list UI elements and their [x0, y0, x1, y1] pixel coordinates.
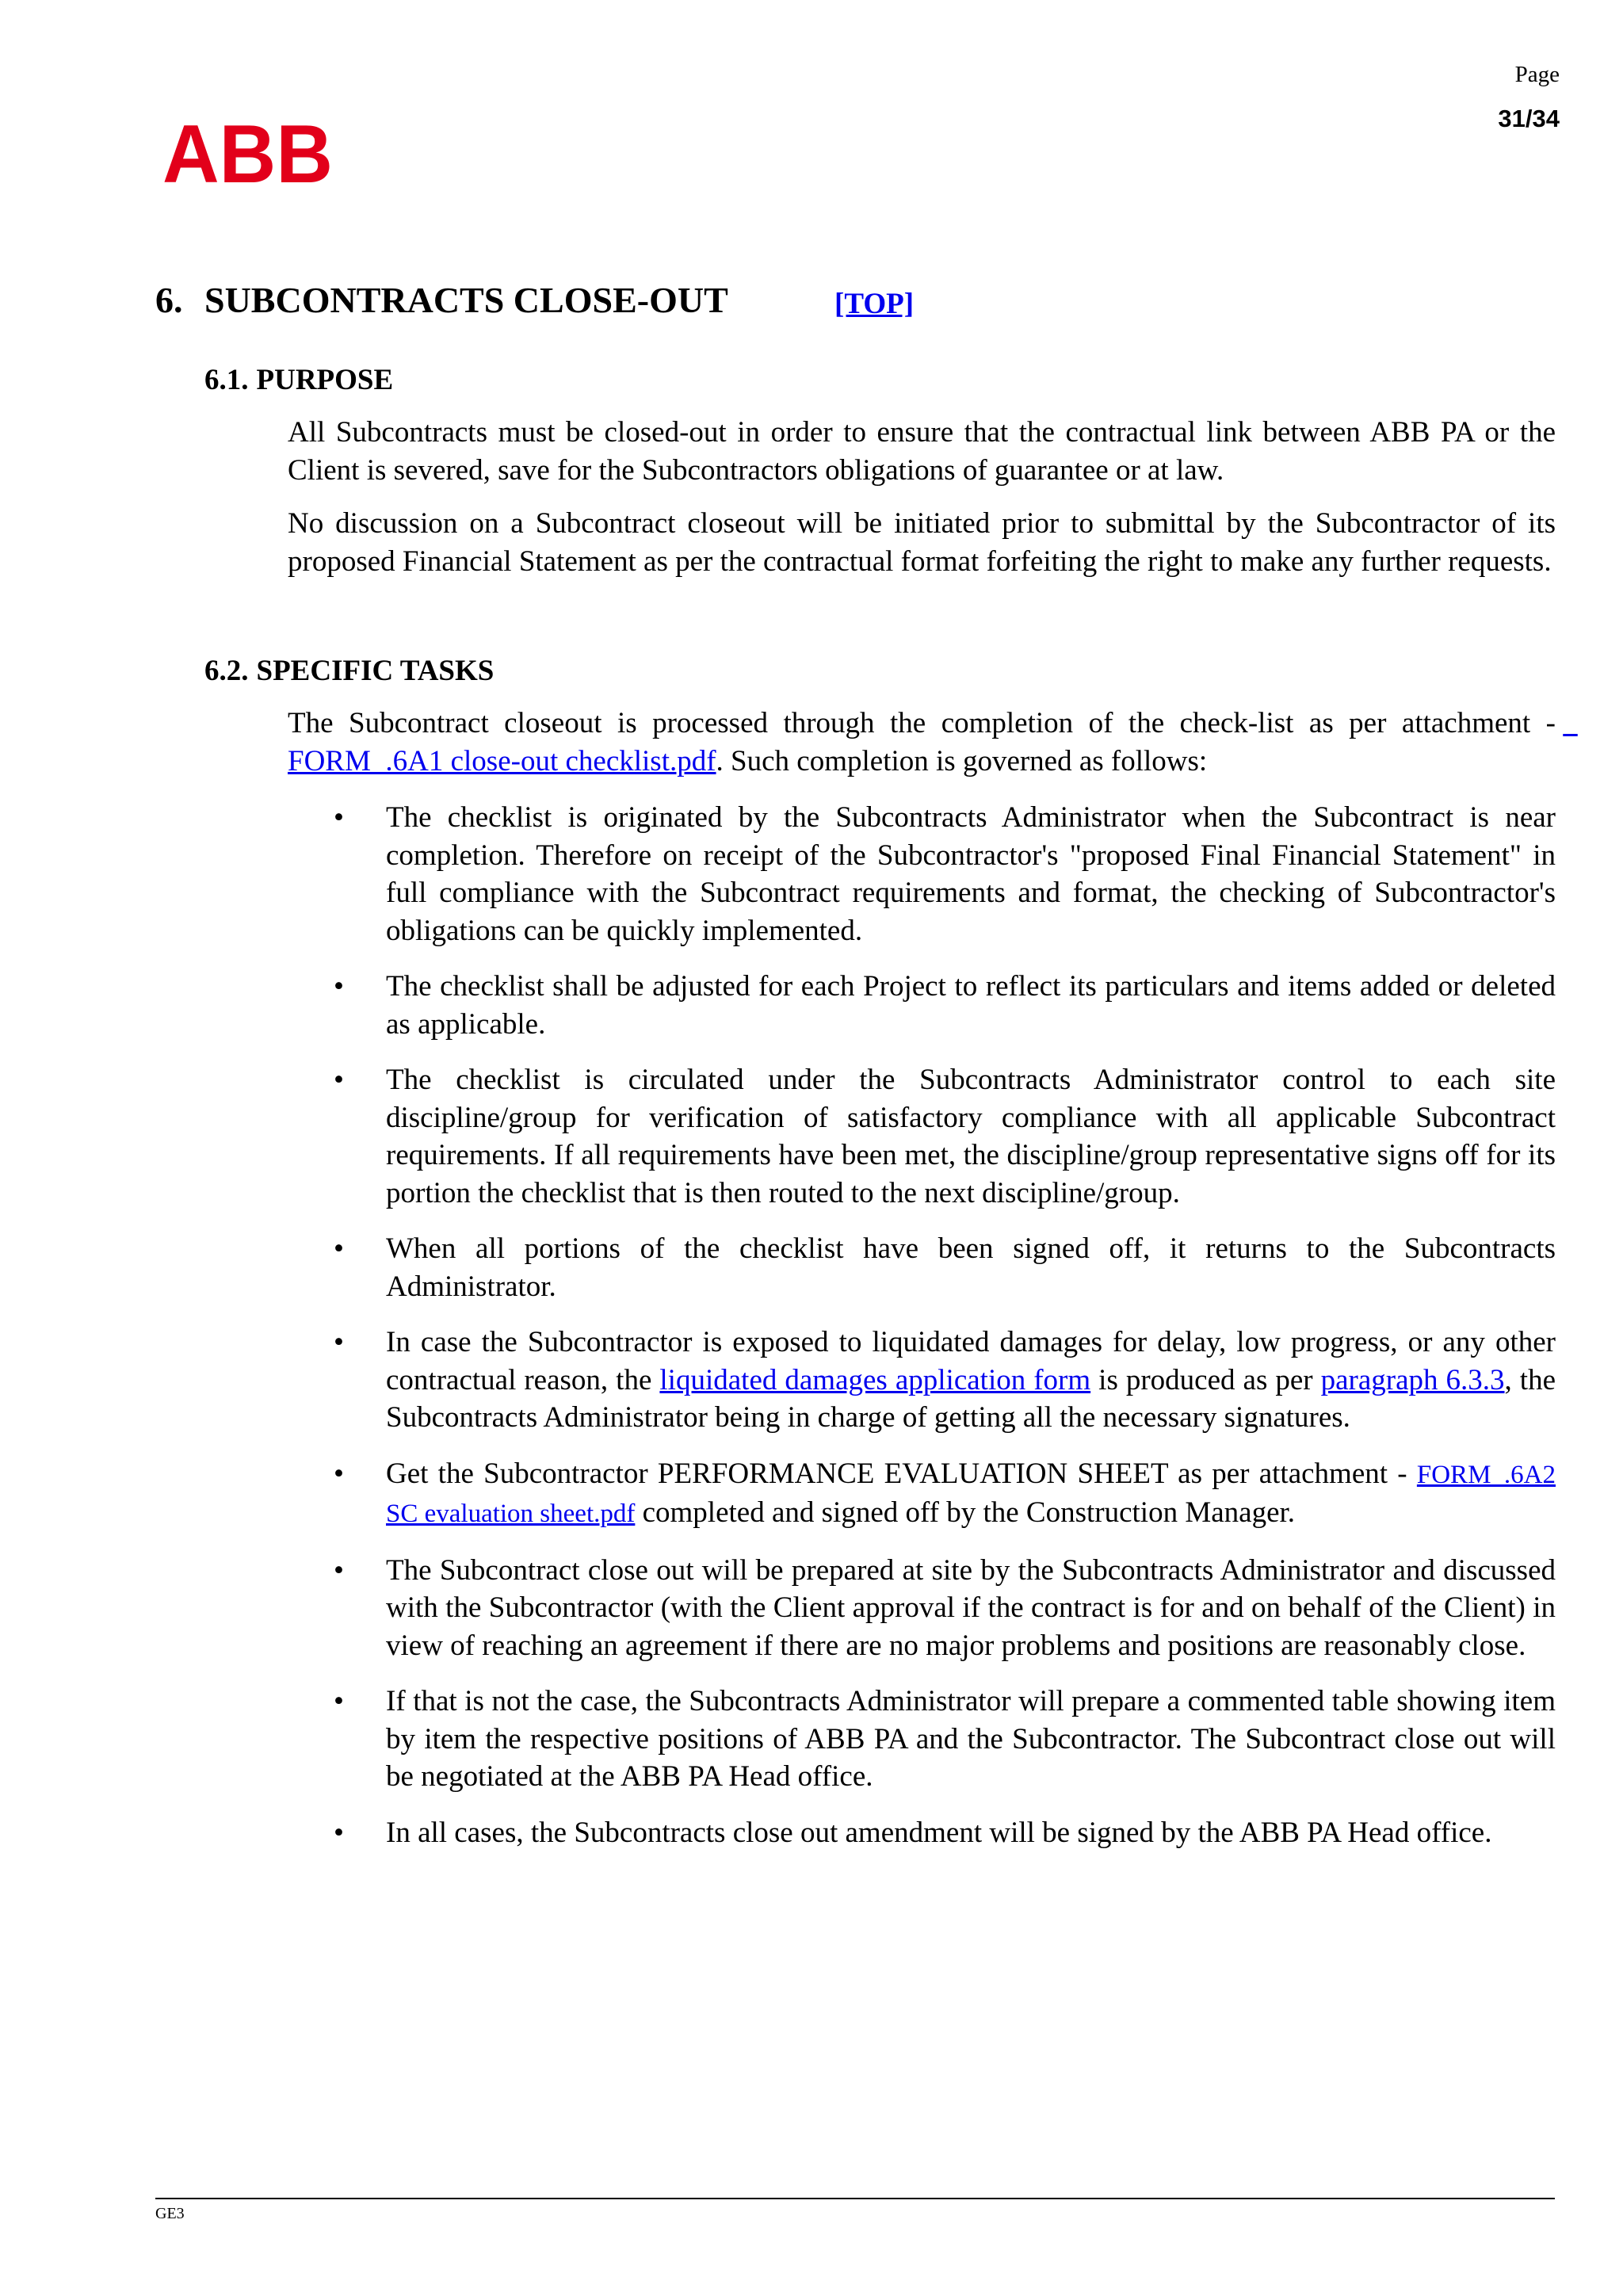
list-item-text: The checklist is circulated under the Subcontracts Administrator control to each site discipline/group for verification of satisfactory compliance with all applicable Subcontract requirements. If all requirements have been met, the discipline/group representative signs off for its portion the checklist that is then routed to the next discipline/group. [386, 1064, 1556, 1209]
svg-text:ABB: ABB [162, 119, 333, 186]
section-title: SUBCONTRACTS CLOSE-OUT [204, 280, 728, 320]
bullet-icon: • [334, 1457, 344, 1490]
list-item [0, 1455, 1556, 1534]
section-number: 6. [155, 280, 183, 320]
tasks-heading [204, 654, 494, 688]
top-link[interactable]: [TOP] [834, 288, 915, 320]
list-item [0, 1324, 1556, 1437]
abb-logo [162, 119, 333, 186]
purpose-title: PURPOSE [256, 364, 394, 396]
bullet-icon: • [334, 801, 344, 834]
list-item-text: If that is not the case, the Subcontracts Administrator will prepare a commented table showing item by item the respective positions of ABB PA and the Subcontractor. The Subcontract close out will be negotiated at the ABB PA Head office. [386, 1685, 1556, 1793]
bullet-icon: • [334, 1685, 344, 1717]
footer-code: GE3 [155, 2205, 185, 2222]
footer-divider [155, 2198, 1555, 2199]
bullet-icon: • [334, 1326, 344, 1358]
purpose-heading [204, 363, 393, 397]
list-item-text: When all portions of the checklist have been signed off, it returns to the Subcontracts Administrator. [386, 1232, 1556, 1303]
list-item [0, 1061, 1556, 1212]
checklist-form-link[interactable]: FORM_.6A1 close-out checklist.pdf [288, 707, 1578, 777]
evaluation-sheet-link[interactable]: FORM_.6A2 SC evaluation sheet.pdf [386, 1460, 1556, 1528]
list-item [0, 1683, 1556, 1796]
list-item-text: The checklist is originated by the Subcontracts Administrator when the Subcontract is near completion. Therefore on receipt of the Subcontractor's "proposed Final Financial Statement" in full compliance with the Subcontract requirements and format, the checking of Subcontractor's obligations can be quickly implemented. [386, 801, 1556, 947]
bullet-icon: • [334, 970, 344, 1003]
liquidated-damages-form-link[interactable]: liquidated damages application form [659, 1363, 1091, 1396]
list-item [0, 968, 1556, 1043]
list-item-text: In all cases, the Subcontracts close out amendment will be signed by the ABB PA Head office. [386, 1816, 1492, 1849]
list-item-text: Get the Subcontractor PERFORMANCE EVALUATION SHEET as per attachment - [386, 1457, 1417, 1490]
list-item [0, 1230, 1556, 1305]
list-item-text: completed and signed off by the Construction Manager. [635, 1496, 1296, 1529]
page-label: Page [1514, 62, 1560, 87]
section-heading [155, 279, 728, 321]
list-item-text: The checklist shall be adjusted for each Project to reflect its particulars and items added or deleted as applicable. [386, 970, 1556, 1041]
list-item [0, 1552, 1556, 1665]
list-item-text: , the Subcontracts Administrator being in charge of getting all the necessary signatures. [386, 1363, 1556, 1434]
page-number: 31/34 [1498, 105, 1560, 132]
bullet-icon: • [334, 1553, 344, 1587]
paragraph-6-3-3-link[interactable]: paragraph 6.3.3 [1320, 1363, 1505, 1396]
bullet-icon: • [334, 1064, 344, 1096]
purpose-paragraph-2: No discussion on a Subcontract closeout will be initiated prior to submittal by the Subcontractor of its proposed Financial Statement as per the contractual format forfeiting the right to make any further requests. [288, 507, 1556, 578]
purpose-paragraph-1: All Subcontracts must be closed-out in order to ensure that the contractual link between ABB PA or the Client is severed, save for the Subcontractors obligations of guarantee or at law. [288, 416, 1556, 487]
list-item-text: In case the Subcontractor is exposed to liquidated damages for delay, low progress, or any other contractual reason, the [386, 1326, 1556, 1396]
tasks-title: SPECIFIC TASKS [256, 655, 495, 687]
tasks-intro-text-end: . Such completion is governed as follows: [716, 744, 1208, 777]
list-item-text: is produced as per [1090, 1363, 1321, 1396]
tasks-bullet-list [0, 799, 1623, 1870]
list-item [0, 799, 1556, 949]
list-item-text: The Subcontract close out will be prepared at site by the Subcontracts Administrator and discussed with the Subcontractor (with the Client approval if the contract is for and on behalf of the Client) in view of reaching an agreement if there are no major problems and positions are reasonably close. [386, 1553, 1556, 1662]
tasks-intro [288, 705, 1578, 780]
bullet-icon: • [334, 1816, 344, 1849]
purpose-number: 6.1. [204, 364, 249, 396]
list-item [0, 1814, 1556, 1852]
tasks-intro-text: The Subcontract closeout is processed through the completion of the check-list as per attachment - [288, 707, 1564, 739]
tasks-number: 6.2. [204, 655, 249, 687]
bullet-icon: • [334, 1232, 344, 1265]
